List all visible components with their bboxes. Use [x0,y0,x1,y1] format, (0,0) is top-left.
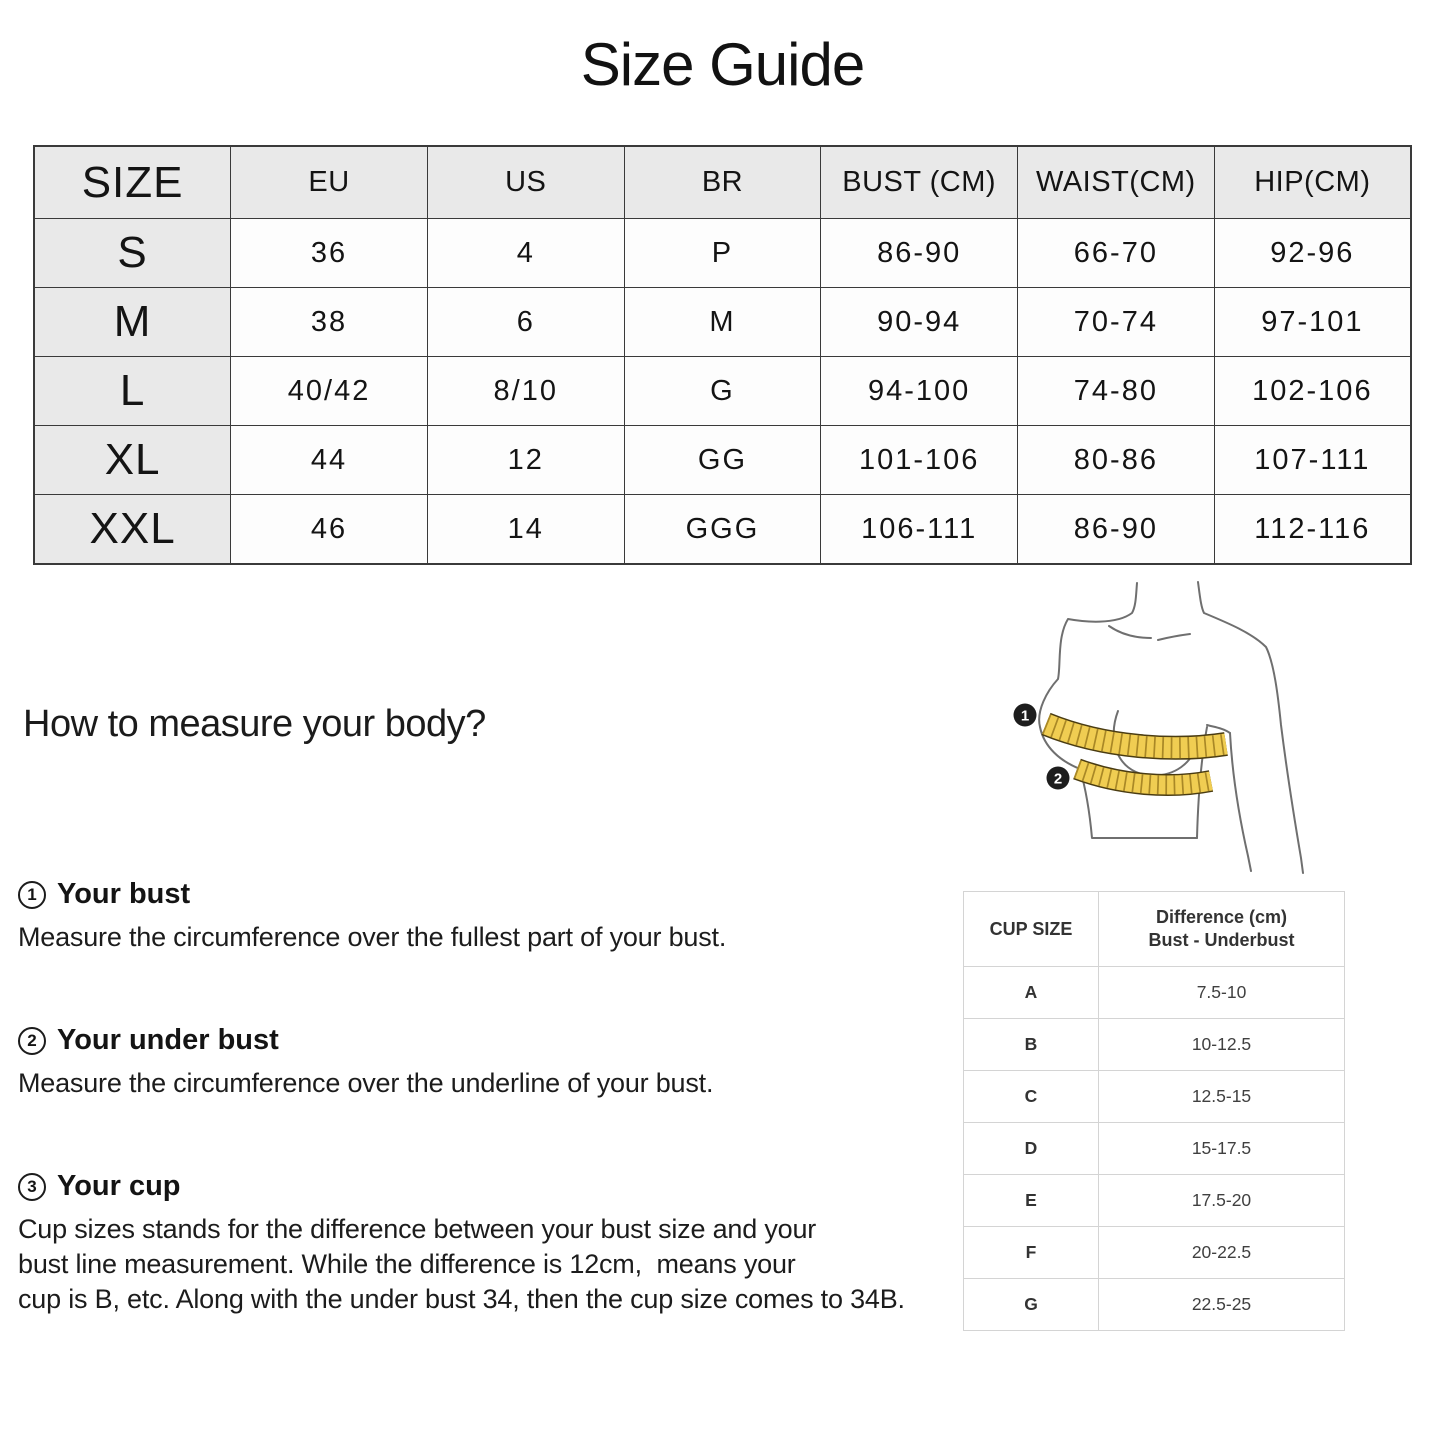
size-table [33,145,1412,565]
difference-header-line1: Difference (cm) [1155,907,1288,927]
table-cell: 74-80 [1018,357,1215,426]
cup-table-header-row [964,892,1345,967]
col-header-us: US [427,146,624,219]
table-cell: 14 [427,495,624,565]
instruction-body [18,1066,713,1101]
table-cell: GGG [624,495,821,565]
size-row-xxl [34,495,1411,565]
table-cell: 44 [231,426,428,495]
col-header-hip: HIP(CM) [1214,146,1411,219]
cup-range: 17.5-20 [1099,1175,1345,1227]
cup-letter: B [964,1019,1099,1071]
cup-range: 15-17.5 [1099,1123,1345,1175]
step-2-badge: 2 [18,1027,46,1055]
cup-row-a [964,967,1345,1019]
underbust-badge [1047,767,1070,790]
instruction-line: bust line measurement. While the difference is 12cm, means your [18,1249,796,1279]
table-cell: 102-106 [1214,357,1411,426]
table-cell: 97-101 [1214,288,1411,357]
size-row-s [34,219,1411,288]
instruction-line: Measure the circumference over the underline of your bust. [18,1068,714,1098]
svg-text:1: 1 [1020,707,1030,725]
instruction-underbust [18,1024,713,1101]
size-row-xl [34,426,1411,495]
cup-range: 7.5-10 [1099,967,1345,1019]
table-cell: 92-96 [1214,219,1411,288]
instruction-title-text: Your under bust [57,1024,279,1056]
table-cell: 90-94 [821,288,1018,357]
cup-row-d [964,1123,1345,1175]
table-cell: 6 [427,288,624,357]
cup-row-b [964,1019,1345,1071]
difference-col-header [1099,892,1345,967]
table-cell: P [624,219,821,288]
table-cell: 4 [427,219,624,288]
instruction-line: cup is B, etc. Along with the under bust 34, then the cup size comes to 34B. [18,1284,905,1314]
table-cell: 12 [427,426,624,495]
table-cell: 112-116 [1214,495,1411,565]
col-header-eu: EU [231,146,428,219]
size-label: L [34,357,231,426]
cup-row-e [964,1175,1345,1227]
instruction-title-text: Your cup [57,1170,181,1202]
bust-badge [1014,704,1037,727]
page-title: Size Guide [580,31,865,98]
size-row-m [34,288,1411,357]
cup-row-g [964,1279,1345,1331]
instruction-title [18,1024,713,1057]
cup-row-c [964,1071,1345,1123]
table-cell: 86-90 [821,219,1018,288]
cup-letter: E [964,1175,1099,1227]
table-cell: 66-70 [1018,219,1215,288]
cup-range: 10-12.5 [1099,1019,1345,1071]
table-cell: 107-111 [1214,426,1411,495]
step-1-badge: 1 [18,881,46,909]
measure-heading: How to measure your body? [23,703,486,745]
size-row-l [34,357,1411,426]
size-table-header-row [34,146,1411,219]
cup-col-header: CUP SIZE [964,892,1099,967]
instruction-line: Cup sizes stands for the difference between your bust size and your [18,1214,817,1244]
table-cell: 70-74 [1018,288,1215,357]
cup-range: 12.5-15 [1099,1071,1345,1123]
col-header-waist: WAIST(CM) [1018,146,1215,219]
svg-text:2: 2 [1053,770,1063,788]
cup-letter: G [964,1279,1099,1331]
bust-tape [1046,724,1226,748]
table-cell: 40/42 [231,357,428,426]
cup-letter: C [964,1071,1099,1123]
table-cell: M [624,288,821,357]
table-cell: 106-111 [821,495,1018,565]
underbust-tape [1077,769,1211,785]
table-cell: GG [624,426,821,495]
table-cell: 86-90 [1018,495,1215,565]
col-header-size: SIZE [34,146,231,219]
cup-range: 20-22.5 [1099,1227,1345,1279]
table-cell: 94-100 [821,357,1018,426]
table-cell: 80-86 [1018,426,1215,495]
cup-letter: F [964,1227,1099,1279]
size-label: XL [34,426,231,495]
instruction-line: Measure the circumference over the fullest part of your bust. [18,922,727,952]
table-cell: 38 [231,288,428,357]
instruction-title [18,1170,905,1203]
cup-row-f [964,1227,1345,1279]
table-cell: 36 [231,219,428,288]
instruction-body [18,1212,905,1317]
table-cell: 101-106 [821,426,1018,495]
cup-letter: A [964,967,1099,1019]
table-cell: G [624,357,821,426]
cup-letter: D [964,1123,1099,1175]
col-header-br: BR [624,146,821,219]
difference-header-line2: Bust - Underbust [1148,930,1295,950]
size-label: M [34,288,231,357]
cup-range: 22.5-25 [1099,1279,1345,1331]
instruction-title-text: Your bust [57,878,191,910]
cup-size-table [963,891,1345,1331]
col-header-bust: BUST (CM) [821,146,1018,219]
step-3-badge: 3 [18,1173,46,1201]
table-cell: 8/10 [427,357,624,426]
instruction-bust [18,878,726,955]
instruction-body [18,920,726,955]
size-label: XXL [34,495,231,565]
measurement-illustration [990,575,1390,880]
size-label: S [34,219,231,288]
instruction-cup [18,1170,905,1317]
table-cell: 46 [231,495,428,565]
instruction-title [18,878,726,911]
